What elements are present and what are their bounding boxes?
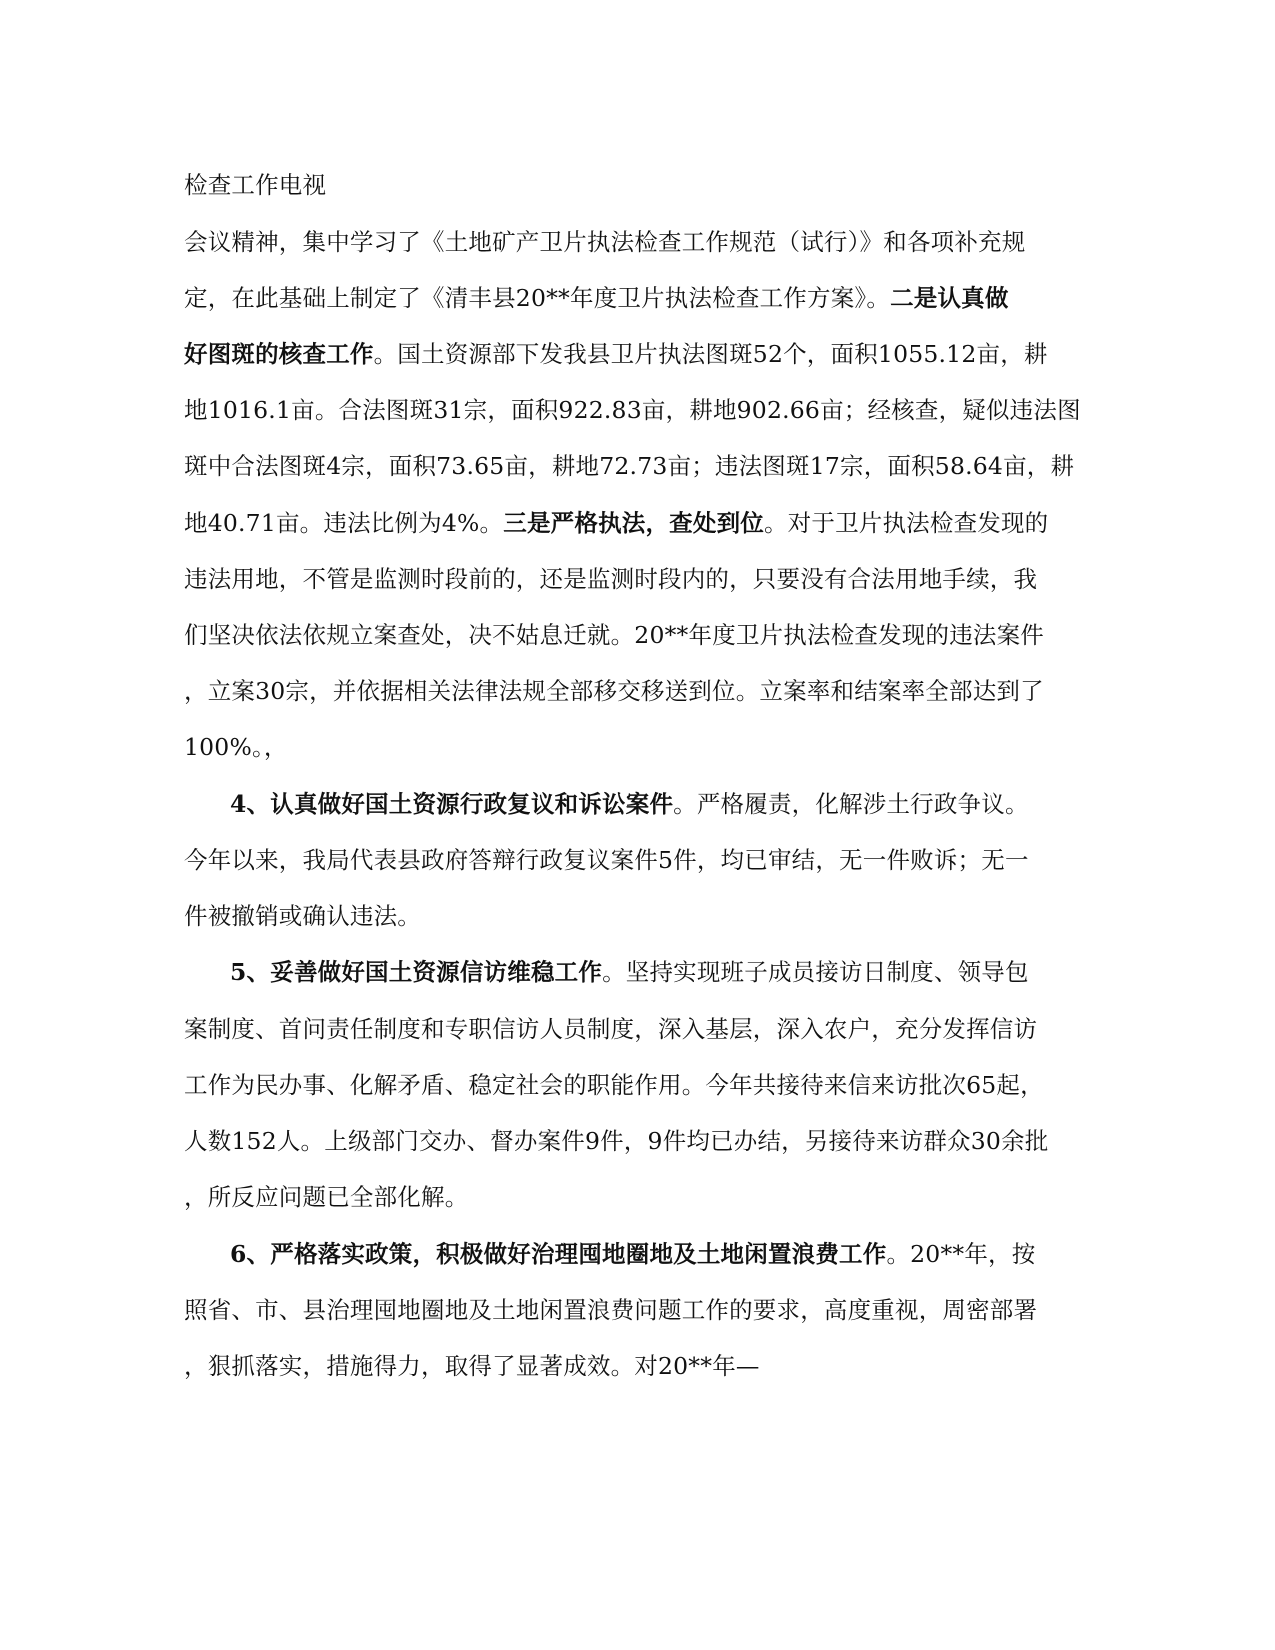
text-run: 工作为民办事、化解矛盾、稳定社会的职能作用。今年共接待来信来访批次65起， xyxy=(184,1071,1044,1099)
text-run: 违法用地，不管是监测时段前的，还是监测时段内的，只要没有合法用地手续，我 xyxy=(184,565,1038,593)
text-run: 今年以来，我局代表县政府答辩行政复议案件5件，均已审结，无一件败诉；无一 xyxy=(184,846,1029,874)
bold-text-run: 好图斑的核查工作 xyxy=(184,340,374,368)
text-line xyxy=(184,732,1084,762)
text-run: 人数152人。上级部门交办、督办案件9件，9件均已办结，另接待来访群众30余批 xyxy=(184,1127,1049,1155)
text-run: 地40.71亩。违法比例为4%。 xyxy=(184,509,504,537)
text-line xyxy=(184,1126,1084,1156)
paragraph-6-heading-line xyxy=(230,1239,1130,1269)
text-line xyxy=(184,227,1084,257)
text-run: 件被撤销或确认违法。 xyxy=(184,902,421,930)
text-line xyxy=(184,845,1084,875)
text-run: 照省、市、县治理囤地圈地及土地闲置浪费问题工作的要求，高度重视，周密部署 xyxy=(184,1296,1038,1324)
bold-text-run: 二是认真做 xyxy=(890,284,1009,312)
text-run: 。国土资源部下发我县卫片执法图斑52个，面积1055.12亩，耕 xyxy=(373,340,1048,368)
text-line xyxy=(184,339,1084,369)
text-run: ，所反应问题已全部化解。 xyxy=(184,1183,469,1211)
text-run: 们坚决依法依规立案查处，决不姑息迁就。20**年度卫片执法检查发现的违法案件 xyxy=(184,621,1045,649)
paragraph-5-heading-line xyxy=(230,957,1130,987)
bold-text-run: 4、认真做好国土资源行政复议和诉讼案件 xyxy=(230,790,674,818)
text-run: 斑中合法图斑4宗，面积73.65亩，耕地72.73亩；违法图斑17宗，面积58.64亩，耕 xyxy=(184,452,1075,480)
text-line xyxy=(184,395,1084,425)
text-run: 。坚持实现班子成员接访日制度、领导包 xyxy=(602,958,1029,986)
text-run: 地1016.1亩。合法图斑31宗，面积922.83亩，耕地902.66亩；经核查，疑似违法图 xyxy=(184,396,1081,424)
text-line xyxy=(184,1351,1084,1381)
text-run: 。对于卫片执法检查发现的 xyxy=(763,509,1049,537)
text-run: ，狠抓落实，措施得力，取得了显著成效。对20**年— xyxy=(184,1352,760,1380)
text-line xyxy=(184,901,1084,931)
text-run: 检查工作电视 xyxy=(184,171,327,199)
text-line xyxy=(184,620,1084,650)
text-run: ，立案30宗，并依据相关法律法规全部移交移送到位。立案率和结案率全部达到了 xyxy=(184,677,1044,705)
text-line xyxy=(184,676,1084,706)
text-run: 案制度、首问责任制度和专职信访人员制度，深入基层，深入农户，充分发挥信访 xyxy=(184,1015,1038,1043)
text-run: 。20**年，按 xyxy=(886,1240,1036,1268)
text-line xyxy=(184,508,1084,538)
bold-text-run: 6、严格落实政策，积极做好治理囤地圈地及土地闲置浪费工作 xyxy=(230,1240,887,1268)
text-run: 100%。， xyxy=(184,733,288,761)
text-run: 。严格履责，化解涉土行政争议。 xyxy=(673,790,1029,818)
text-line xyxy=(184,1182,1084,1212)
text-run: 会议精神，集中学习了《土地矿产卫片执法检查工作规范（试行）》和各项补充规 xyxy=(184,228,1026,256)
paragraph-4-heading-line xyxy=(230,789,1130,819)
bold-text-run: 5、妥善做好国土资源信访维稳工作 xyxy=(230,958,603,986)
text-line xyxy=(184,564,1084,594)
text-line xyxy=(184,451,1084,481)
text-line xyxy=(184,1295,1084,1325)
text-line xyxy=(184,283,1084,313)
text-line xyxy=(184,1014,1084,1044)
text-run: 定，在此基础上制定了《清丰县20**年度卫片执法检查工作方案》。 xyxy=(184,284,891,312)
text-line xyxy=(184,170,1084,200)
text-line xyxy=(184,1070,1084,1100)
bold-text-run: 三是严格执法，查处到位 xyxy=(503,509,764,537)
